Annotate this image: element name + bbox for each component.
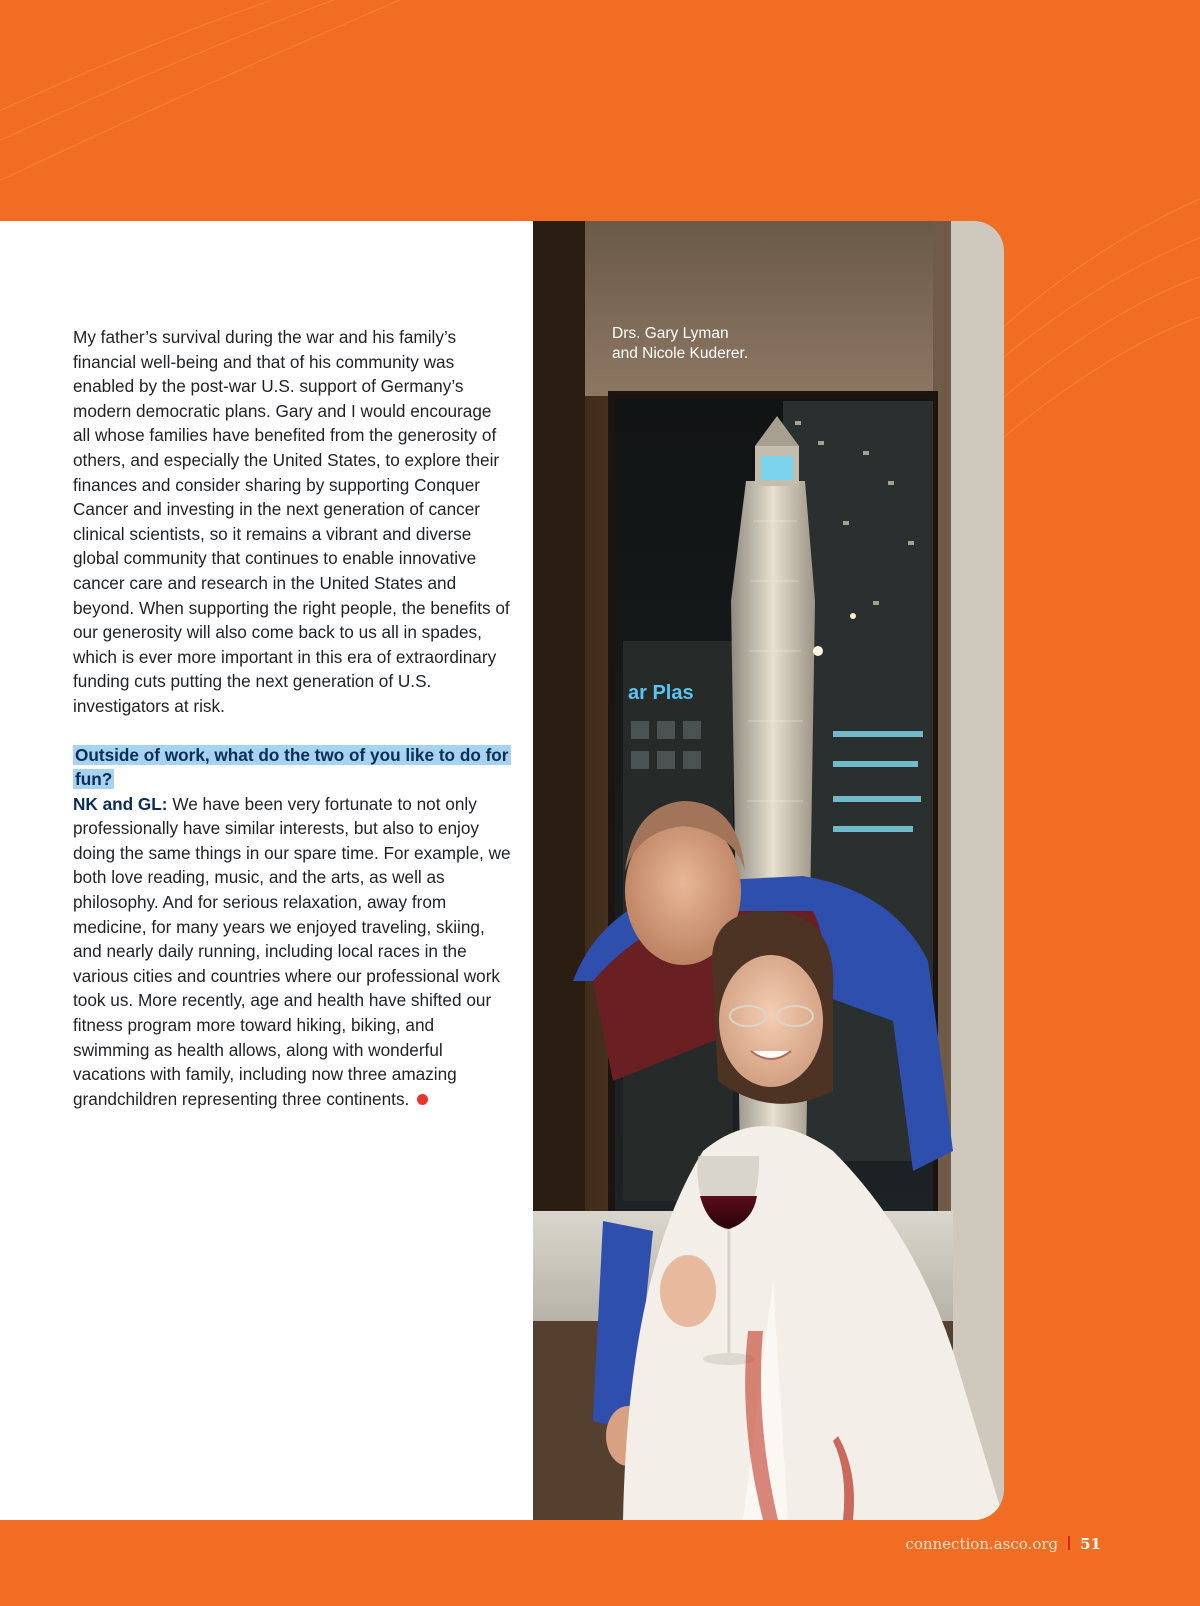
paragraph-spacer bbox=[73, 719, 513, 743]
page-footer bbox=[905, 1535, 1101, 1553]
photo-illustration bbox=[533, 221, 1004, 1520]
end-of-article-dot-icon bbox=[417, 1094, 428, 1105]
question-highlight: Outside of work, what do the two of you like to do for fun? bbox=[75, 744, 509, 790]
photo-caption bbox=[612, 324, 812, 364]
portrait-photo bbox=[533, 221, 1004, 1520]
footer-site-link[interactable]: connection.asco.org bbox=[905, 1535, 1059, 1553]
article-body bbox=[73, 325, 513, 1111]
footer-separator bbox=[1068, 1536, 1070, 1550]
interview-answer bbox=[73, 792, 513, 1112]
caption-line: and Nicole Kuderer. bbox=[612, 345, 749, 362]
page-number: 51 bbox=[1080, 1535, 1101, 1553]
caption-line: Drs. Gary Lyman bbox=[612, 325, 729, 342]
interview-question bbox=[73, 743, 513, 792]
answer-text: We have been very fortunate to not only professionally have similar interests, but also to enjoy doing the same things in our spare time. For example, we both love reading, music, and the arts, as well as philosophy. And for serious relaxation, away from medicine, for many years we enjoyed traveling, skiing, and nearly daily running, including local races in the various cities and countries where our professional work took us. More recently, age and health have shifted our fitness program more toward hiking, biking, and swimming as health allows, along with wonderful vacations with family, including now three amazing grandchildren representing three continents. bbox=[73, 793, 511, 1109]
article-paragraph: My father’s survival during the war and his family’s financial well-being and that of his community was enabled by the post-war U.S. support of Germany’s modern democratic plans. Gary and I would encourage all whose families have benefited from the generosity of others, and especially the United States, to explore their finances and consider sharing by supporting Conquer Cancer and investing in the next generation of cancer clinical scientists, so it remains a vibrant and diverse global community that continues to enable innovative cancer care and research in the United States and beyond. When supporting the right people, the benefits of our generosity will also come back to us all in spades, which is ever more important in this era of extraordinary funding cuts putting the next generation of U.S. investigators at risk. bbox=[73, 327, 510, 716]
building-sign-text: ar Plas bbox=[628, 682, 694, 704]
answer-speaker: NK and GL: bbox=[73, 793, 168, 814]
